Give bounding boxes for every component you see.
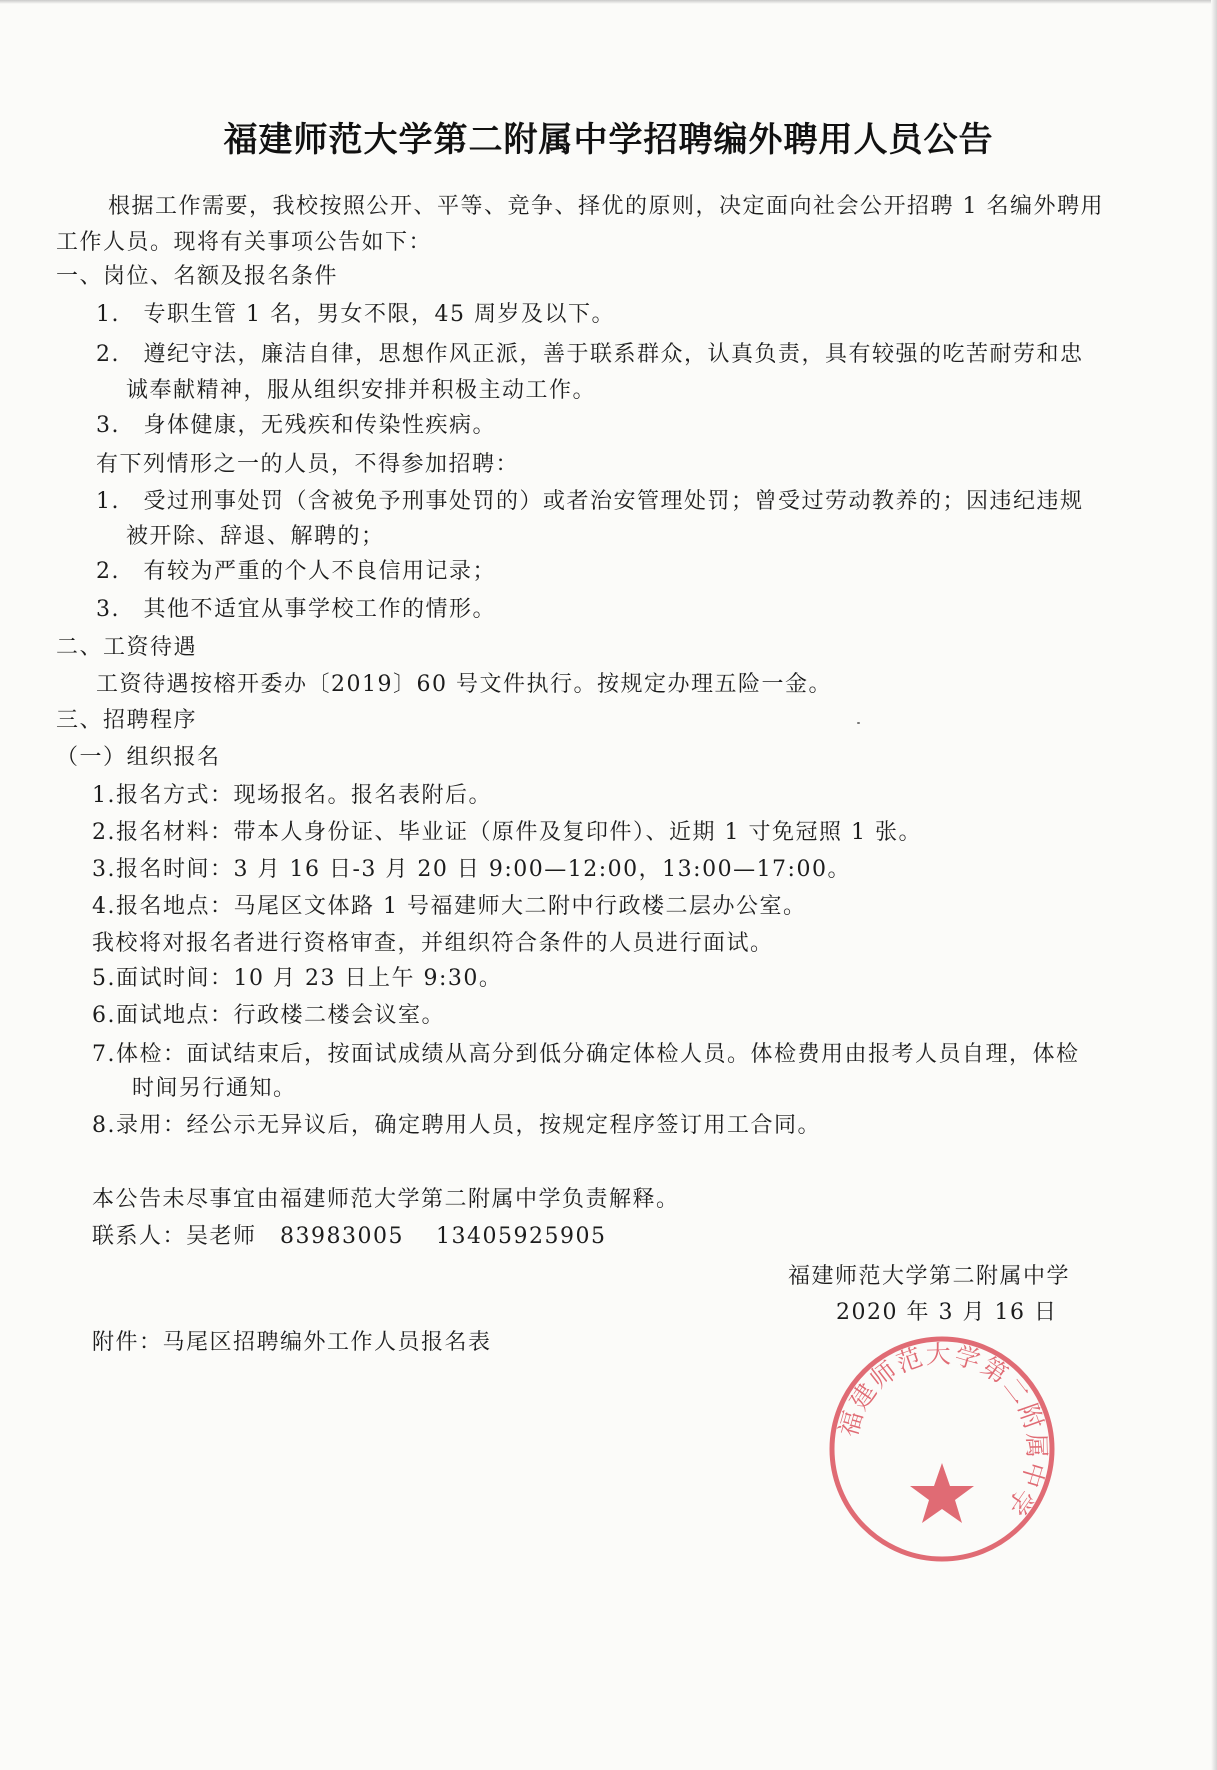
official-seal (826, 1333, 1058, 1565)
signature-date: 2020 年 3 月 16 日 (836, 1300, 1058, 1325)
procedure-step: 6.面试地点：行政楼二楼会议室。 (92, 1003, 445, 1028)
seal-text: 福建师范大学第二附属中学 (833, 1339, 1052, 1522)
exclusion-intro: 有下列情形之一的人员，不得参加招聘： (96, 452, 520, 477)
subsection-heading: （一）组织报名 (56, 745, 221, 770)
list-item: 2. 有较为严重的个人不良信用记录； (96, 559, 496, 584)
list-item-continuation: 诚奉献精神，服从组织安排并积极主动工作。 (126, 378, 597, 403)
section-heading: 三、招聘程序 (56, 708, 198, 733)
signature-organization: 福建师范大学第二附属中学 (788, 1264, 1071, 1289)
procedure-step: 5.面试时间：10 月 23 日上午 9:30。 (92, 966, 503, 991)
seal-star-icon (910, 1463, 974, 1523)
procedure-step: 4.报名地点：马尾区文体路 1 号福建师大二附中行政楼二层办公室。 (92, 894, 807, 919)
list-item: 1. 专职生管 1 名，男女不限，45 周岁及以下。 (96, 302, 615, 327)
procedure-step: 3.报名时间：3 月 16 日-3 月 20 日 9:00—12:00，13:00—17:00。 (92, 857, 851, 882)
list-item: 1. 受过刑事处罚（含被免予刑事处罚的）或者治安管理处罚；曾受过劳动教养的；因违纪违规 (96, 489, 1084, 514)
contact-info: 联系人：吴老师 83983005 13405925905 (92, 1224, 607, 1249)
procedure-step-continuation: 时间另行通知。 (132, 1076, 297, 1101)
intro-paragraph-line: 根据工作需要，我校按照公开、平等、竞争、择优的原则，决定面向社会公开招聘 1 名编外聘用 (108, 194, 1104, 219)
seal-ring (832, 1339, 1052, 1559)
list-item: 3. 身体健康，无残疾和传染性疾病。 (96, 413, 496, 438)
document-title: 福建师范大学第二附属中学招聘编外聘用人员公告 (223, 120, 994, 160)
procedure-step: 7.体检：面试结束后，按面试成绩从高分到低分确定体检人员。体检费用由报考人员自理，体检 (92, 1042, 1080, 1067)
intro-paragraph-line: 工作人员。现将有关事项公告如下： (56, 230, 433, 255)
procedure-note: 我校将对报名者进行资格审查，并组织符合条件的人员进行面试。 (92, 931, 774, 956)
scan-speck (857, 722, 860, 724)
section-heading: 一、岗位、名额及报名条件 (56, 264, 339, 289)
scan-edge (1211, 0, 1217, 1770)
list-item-continuation: 被开除、辞退、解聘的； (126, 524, 385, 549)
procedure-step: 8.录用：经公示无异议后，确定聘用人员，按规定程序签订用工合同。 (92, 1113, 821, 1138)
section-body: 工资待遇按榕开委办〔2019〕60 号文件执行。按规定办理五险一金。 (96, 672, 832, 697)
list-item: 2. 遵纪守法，廉洁自律，思想作风正派，善于联系群众，认真负责，具有较强的吃苦耐劳和忠 (96, 342, 1084, 367)
procedure-step: 2.报名材料：带本人身份证、毕业证（原件及复印件）、近期 1 寸免冠照 1 张。 (92, 820, 922, 845)
list-item: 3. 其他不适宜从事学校工作的情形。 (96, 597, 496, 622)
procedure-step: 1.报名方式：现场报名。报名表附后。 (92, 783, 492, 808)
scan-edge (0, 0, 1217, 4)
closing-note: 本公告未尽事宜由福建师范大学第二附属中学负责解释。 (92, 1187, 680, 1212)
section-heading: 二、工资待遇 (56, 635, 198, 660)
attachment-note: 附件：马尾区招聘编外工作人员报名表 (92, 1330, 492, 1355)
